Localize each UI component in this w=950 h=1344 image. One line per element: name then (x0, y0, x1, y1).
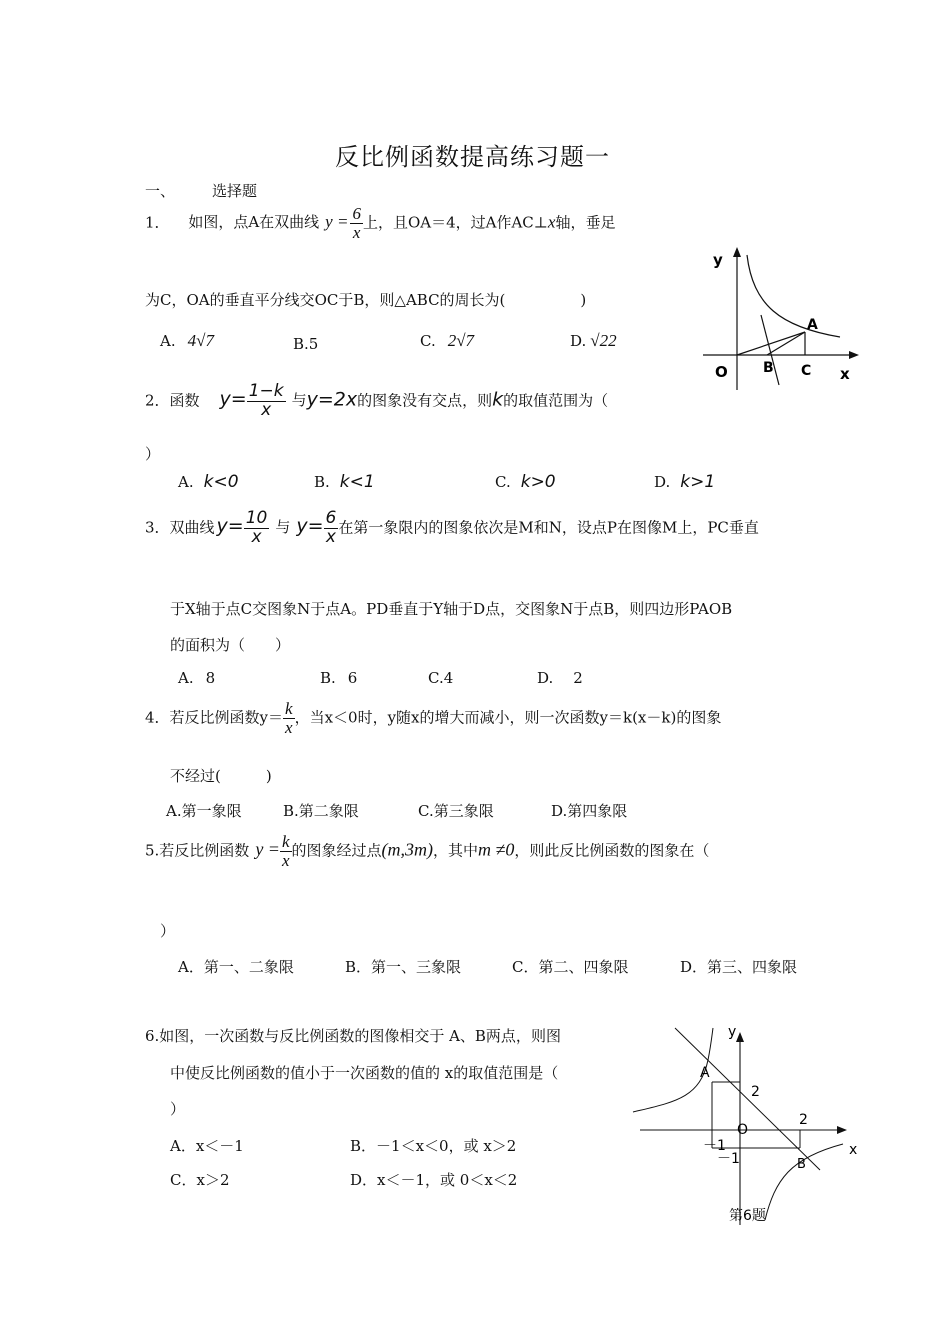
q1-option-b: B.5 (293, 335, 319, 353)
q5-option-d: D．第三、四象限 (680, 958, 798, 976)
fraction-10-over-x: $\frac{10}{x}$ (245, 508, 268, 547)
fig6-caption: 第6题 (729, 1208, 766, 1224)
figure-1-hyperbola (695, 245, 865, 390)
figure-6-graph (625, 1020, 870, 1235)
fig1-point-b: B (763, 360, 774, 376)
question-1-line-1: 1． 如图，点A在双曲线 y = $\frac{6}{x}$ 上，且OA＝4，过A作AC⊥x轴，垂足 (145, 204, 616, 242)
q5-option-c: C．第二、四象限 (512, 958, 629, 976)
question-4-line-2: 不经过( ) (170, 767, 272, 785)
q6-option-d: D．x＜－1，或 0＜x＜2 (350, 1171, 518, 1189)
q4-option-d: D.第四象限 (551, 802, 628, 820)
fig6-label-2-y: 2 (751, 1084, 760, 1100)
fig1-point-a: A (807, 317, 818, 333)
q4-option-a: A.第一象限 (166, 802, 242, 820)
question-6-line-3: ） (170, 1100, 186, 1118)
q5-option-a: A．第一、二象限 (178, 958, 294, 976)
fig6-point-b: B (797, 1157, 806, 1172)
question-6-line-1: 6.如图，一次函数与反比例函数的图像相交于 A、B两点，则图 (145, 1027, 561, 1045)
q6-option-b: B．－1＜x＜0，或 x＞2 (350, 1137, 517, 1155)
q2-option-a: A. k<0 (178, 472, 239, 492)
q6-option-a: A．x＜－1 (170, 1137, 244, 1155)
fig1-point-c: C (801, 363, 812, 379)
q4-option-c: C.第三象限 (418, 802, 494, 820)
q2-option-b: B. k<1 (314, 472, 375, 492)
q3-option-a: A. 8 (178, 669, 216, 687)
question-2-line-2: ） (145, 445, 161, 463)
question-4-line-1: 4．若反比例函数y＝ $\frac{k}{x}$ ，当x＜0时，y随x的增大而减小，则一次函数y＝k(x－k)的图象 (145, 699, 722, 737)
page-title: 反比例函数提高练习题一 (335, 143, 610, 171)
question-5-line-2: ） (160, 922, 176, 940)
fig1-y-label: y (713, 251, 723, 269)
fraction-6-over-x-b: $\frac{6}{x}$ (325, 508, 337, 547)
section-name: 选择题 (212, 182, 258, 200)
fig1-x-label: x (840, 365, 850, 383)
q6-option-c: C．x＞2 (170, 1171, 230, 1189)
question-5-line-1: 5.若反比例函数 y = $\frac{k}{x}$ 的图象经过点(m,3m)，其中m ≠0，则此反比例函数的图象在（ (145, 832, 710, 870)
q4-option-b: B.第二象限 (283, 802, 359, 820)
fig1-origin-label: O (715, 363, 728, 381)
q1-option-d: D. √22 (570, 331, 617, 350)
fraction-6-over-x: $\frac{6}{x}$ (352, 204, 361, 242)
q5-option-b: B．第一、三象限 (345, 958, 462, 976)
q1-option-c: C. 2√7 (420, 331, 475, 350)
fraction-1-minus-k-over-x: $\frac{1-k}{x}$ (248, 381, 284, 420)
fraction-k-over-x-b: $\frac{k}{x}$ (281, 832, 290, 870)
q3-option-c: C.4 (428, 669, 454, 687)
fig6-label-neg1-x: －1 (703, 1138, 726, 1154)
q2-option-c: C. k>0 (495, 472, 556, 492)
q3-option-b: B. 6 (320, 669, 358, 687)
fig6-x-label: x (849, 1142, 858, 1158)
q2-option-d: D. k>1 (654, 472, 716, 492)
fig6-origin-label: O (737, 1122, 749, 1138)
question-6-line-2: 中使反比例函数的值小于一次函数的值的 x的取值范围是（ (170, 1064, 559, 1082)
question-3-line-1: 3．双曲线 y= $\frac{10}{x}$ 与 y= $\frac{6}{x}$ 在第一象限内的图象依次是M和N，设点P在图像M上，PC垂直 (145, 508, 759, 547)
question-1-line-2: 为C，OA的垂直平分线交OC于B，则△ABC的周长为( ) (145, 291, 587, 309)
section-number: 一、 (145, 182, 176, 200)
q3-option-d: D. 2 (537, 669, 583, 687)
fraction-k-over-x: $\frac{k}{x}$ (285, 699, 293, 737)
fig6-label-neg1-y: －1 (717, 1151, 740, 1167)
question-2-line-1: 2．函数 y= $\frac{1-k}{x}$ 与y=2x的图象没有交点，则k的取值范围为（ (145, 381, 609, 420)
fig6-label-2-x: 2 (799, 1112, 808, 1128)
question-3-line-3: 的面积为（ ） (170, 636, 291, 654)
q1-option-a: A. 4√7 (160, 331, 214, 350)
question-3-line-2: 于X轴于点C交图象N于点A。PD垂直于Y轴于D点，交图象N于点B，则四边形PAOB (170, 600, 733, 618)
fig6-y-label: y (728, 1024, 737, 1040)
fig6-point-a: A (700, 1065, 710, 1081)
